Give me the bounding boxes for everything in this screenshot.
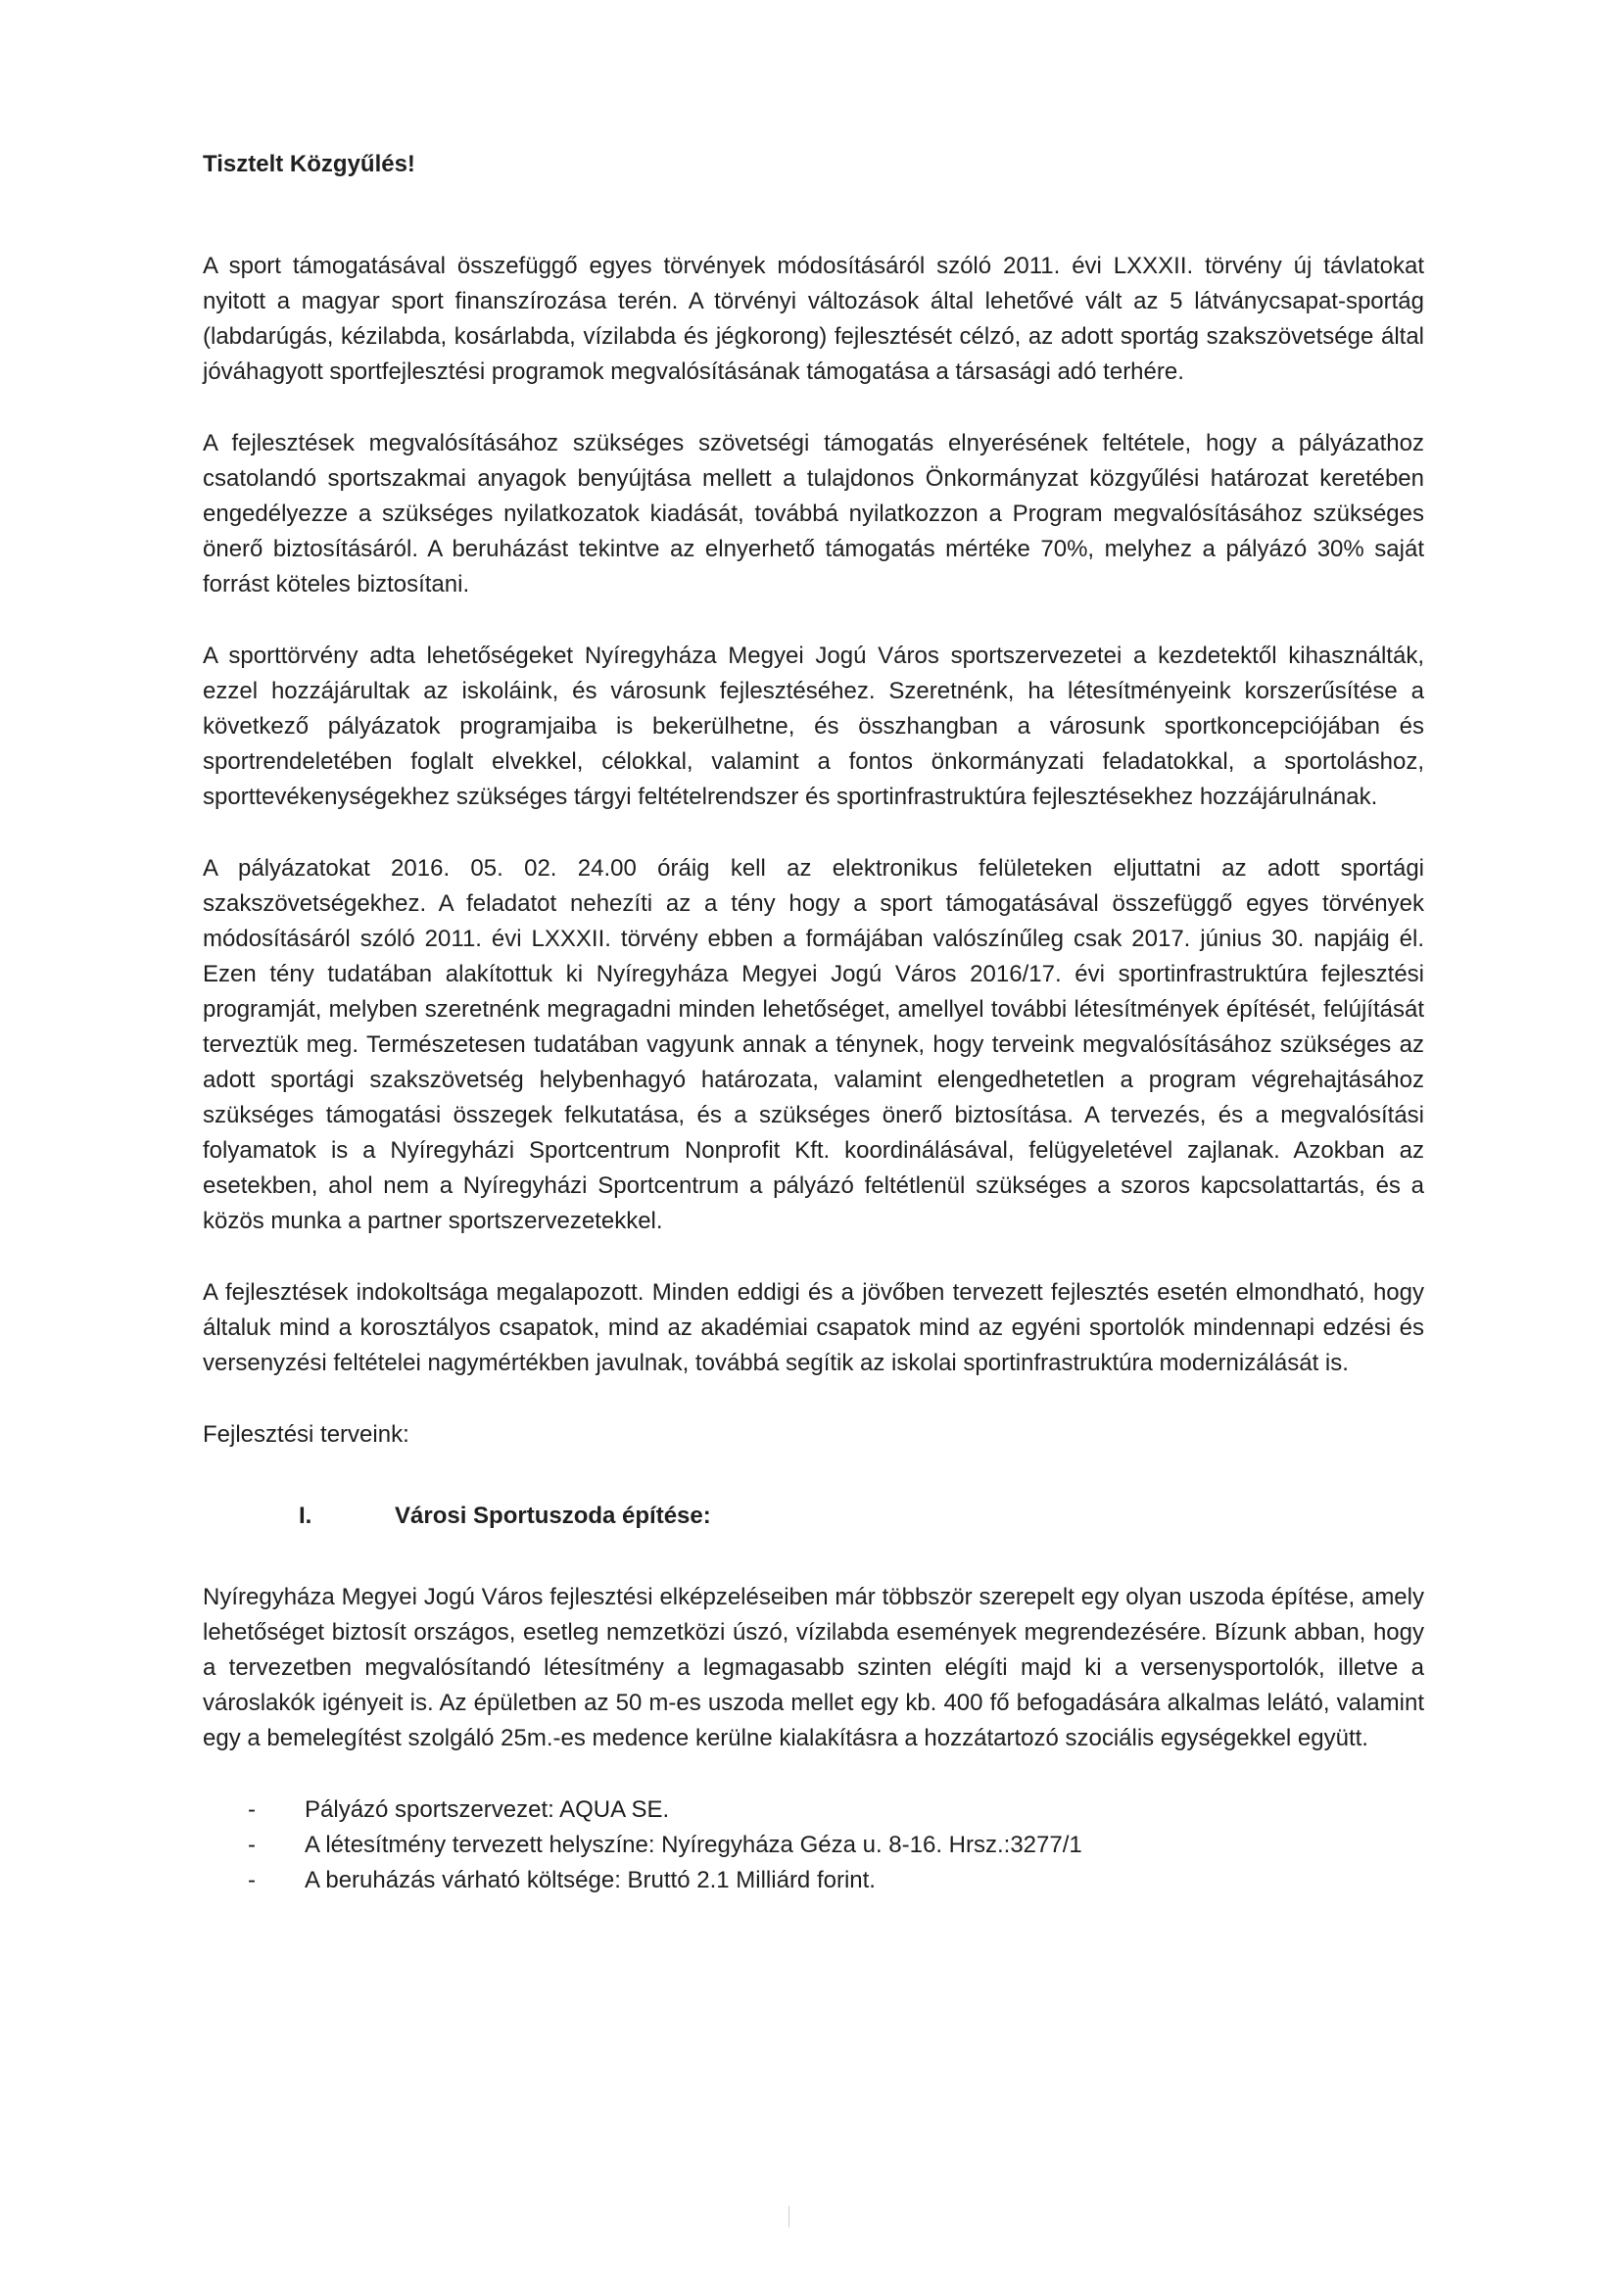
paragraph-sport-law: A sport támogatásával összefüggő egyes törvények módosításáról szóló 2011. évi LXXXII. törvény új távlatokat nyitott a magyar sport finanszírozása terén. A törvényi változások által lehetővé vált az 5 látványcsapat-sportág (labdarúgás, kézilabda, kosárlabda, vízilabda és jégkorong) fejlesztését célzó, az adott sportág szakszövetsége által jóváhagyott sportfejlesztési programok megvalósításának támogatása a társasági adó terhére. [203,253,1424,385]
list-item [248,1792,1424,1828]
section-heading [299,1499,1424,1534]
paragraph-city-opportunities: A sporttörvény adta lehetőségeket Nyíregyháza Megyei Jogú Város sportszervezetei a kezdetektől kihasználták, ezzel hozzájárultak az iskoláink, és városunk fejlesztéséhez. Szeretnénk, ha létesítményeink korszerűsítése a következő pályázatok programjaiba is bekerülhetne, és összhangban a városunk sportkoncepciójában és sportrendeletében foglalt elvekkel, célokkal, valamint a fontos önkormányzati feladatokkal, a sportoláshoz, sporttevékenységekhez szükséges tárgyi feltételrendszer és sportinfrastruktúra fejlesztésekhez hozzájárulnának. [203,643,1424,810]
list-item [248,1863,1424,1898]
bullet-dash: - [248,1796,256,1823]
scan-artifact [788,2206,789,2227]
paragraph-funding-conditions: A fejlesztések megvalósításához szükséges szövetségi támogatás elnyerésének feltétele, hogy a pályázathoz csatolandó sportszakmai anyagok benyújtása mellett a tulajdonos Önkormányzat közgyűlési határozat keretében engedélyezze a szükséges nyilatkozatok kiadását, továbbá nyilatkozzon a Program megvalósításához szükséges önerő biztosításáról. A beruházást tekintve az elnyerhető támogatás mértéke 70%, melyhez a pályázó 30% saját forrást köteles biztosítani. [203,430,1424,597]
section-number: I. [299,1503,312,1529]
greeting: Tisztelt Közgyűlés! [203,151,415,177]
paragraph-justification: A fejlesztések indokoltsága megalapozott. Minden eddigi és a jövőben tervezett fejlesztés esetén elmondható, hogy általuk mind a korosztályos csapatok, mind az akadémiai csapatok mind az egyéni sportolók mindennapi edzési és versenyzési feltételei nagymértékben javulnak, továbbá segítik az iskolai sportinfrastruktúra modernizálását is. [203,1279,1424,1376]
document-body [203,147,1424,1898]
bullet-dash: - [248,1832,256,1858]
bullet-dash: - [248,1867,256,1893]
project-details-list [203,1792,1424,1898]
list-item-text: A beruházás várható költsége: Bruttó 2.1 Milliárd forint. [305,1867,876,1893]
paragraph-swimming-pool: Nyíregyháza Megyei Jogú Város fejlesztési elképzeléseiben már többször szerepelt egy olyan uszoda építése, amely lehetőséget biztosít országos, esetleg nemzetközi úszó, vízilabda események megrendezésére. Bízunk abban, hogy a tervezetben megvalósítandó létesítmény a legmagasabb szinten elégíti majd ki a versenysportolók, illetve a városlakók igényeit is. Az épületben az 50 m-es uszoda mellet egy kb. 400 fő befogadására alkalmas lelátó, valamint egy a bemelegítést szolgáló 25m.-es medence kerülne kialakításra a hozzátartozó szociális egységekkel együtt. [203,1584,1424,1751]
list-item-text: Pályázó sportszervezet: AQUA SE. [305,1796,670,1823]
paragraph-application-deadline: A pályázatokat 2016. 05. 02. 24.00 óráig kell az elektronikus felületeken eljuttatni az adott sportági szakszövetségekhez. A feladatot nehezíti az a tény hogy a sport támogatásával összefüggő egyes törvények módosításáról szóló 2011. évi LXXXII. törvény ebben a formájában valószínűleg csak 2017. június 30. napjáig él. Ezen tény tudatában alakítottuk ki Nyíregyháza Megyei Jogú Város 2016/17. évi sportinfrastruktúra fejlesztési programját, melyben szeretnénk megragadni minden lehetőséget, amellyel további létesítmények építését, felújítását terveztük meg. Természetesen tudatában vagyunk annak a ténynek, hogy terveink megvalósításához szükséges az adott sportági szakszövetség helybenhagyó határozata, valamint elengedhetetlen a program végrehajtásához szükséges támogatási összegek felkutatása, és a szükséges önerő biztosítása. A tervezés, és a megvalósítási folyamatok is a Nyíregyházi Sportcentrum Nonprofit Kft. koordinálásával, felügyeletével zajlanak. Azokban az esetekben, ahol nem a Nyíregyházi Sportcentrum a pályázó feltétlenül szükséges a szoros kapcsolattartás, és a közös munka a partner sportszervezetekkel. [203,855,1424,1234]
list-item [248,1828,1424,1863]
list-item-text: A létesítmény tervezett helyszíne: Nyíregyháza Géza u. 8-16. Hrsz.:3277/1 [305,1832,1082,1858]
section-title: Városi Sportuszoda építése: [395,1503,711,1529]
plans-label: Fejlesztési terveink: [203,1421,409,1448]
